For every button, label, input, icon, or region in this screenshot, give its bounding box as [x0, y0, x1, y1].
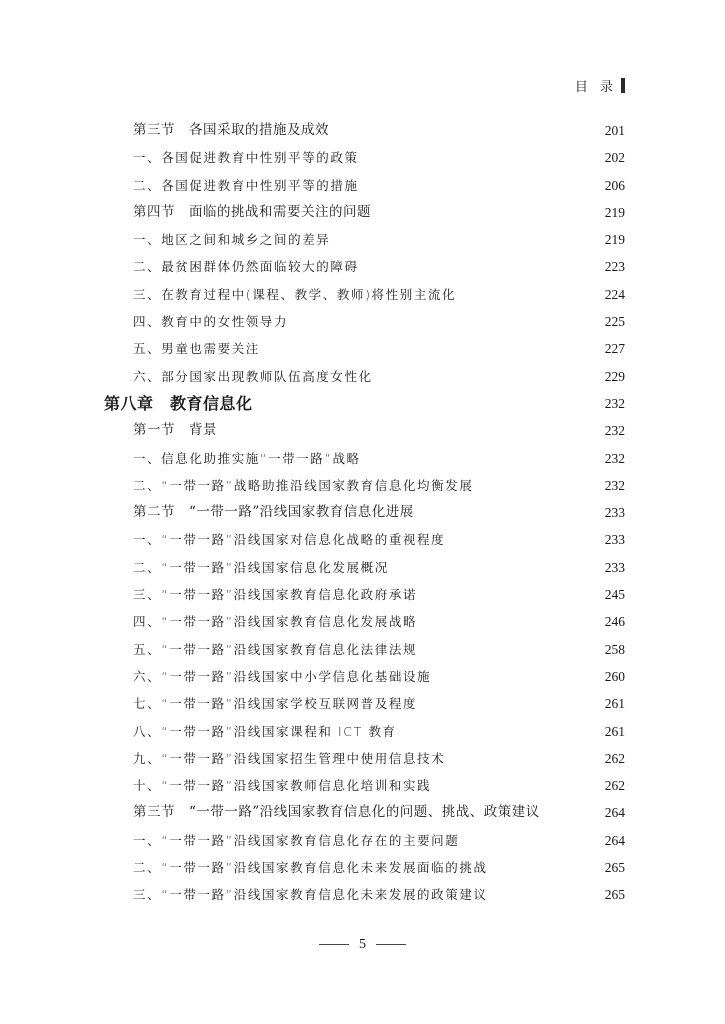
toc-entry-page-number: 233: [604, 559, 625, 575]
toc-item-entry: [0, 172, 725, 199]
toc-item-entry: [0, 226, 725, 253]
toc-entry-page-number: 261: [604, 696, 625, 712]
toc-item-entry: [0, 663, 725, 690]
toc-item-entry: [0, 608, 725, 635]
toc-entry-page-number: 232: [604, 477, 625, 493]
toc-entry-page-number: 261: [604, 723, 625, 739]
toc-entry-title: 六、部分国家出现教师队伍高度女性化: [133, 368, 373, 384]
toc-entry-page-number: 225: [604, 314, 625, 330]
toc-entry-page-number: 260: [604, 668, 625, 684]
toc-entry-title: 四、教育中的女性领导力: [133, 314, 289, 330]
toc-item-entry: [0, 308, 725, 335]
toc-entry-page-number: 202: [604, 150, 625, 166]
toc-entry-page-number: 233: [604, 532, 625, 548]
toc-section-entry: [0, 117, 725, 144]
toc-item-entry: [0, 881, 725, 908]
toc-item-entry: [0, 144, 725, 171]
toc-entry-title: 第八章 教育信息化: [104, 393, 253, 413]
toc-entry-title: 一、“一带一路”沿线国家教育信息化存在的主要问题: [133, 832, 460, 848]
toc-item-entry: [0, 281, 725, 308]
toc-section-entry: [0, 199, 725, 226]
toc-chapter-entry: [0, 390, 725, 417]
toc-entry-page-number: 232: [604, 395, 625, 411]
toc-entry-title: 第二节 “一带一路”沿线国家教育信息化进展: [133, 504, 414, 521]
toc-entry-title: 五、“一带一路”沿线国家教育信息化法律法规: [133, 641, 418, 657]
toc-entry-page-number: 232: [604, 423, 625, 439]
running-header: [575, 76, 625, 95]
toc-entry-page-number: 206: [604, 177, 625, 193]
toc-entry-title: 八、“一带一路”沿线国家课程和 ICT 教育: [133, 723, 397, 739]
toc-entry-title: 第一节 背景: [133, 422, 217, 439]
toc-item-entry: [0, 636, 725, 663]
footer-dash-right: [376, 944, 406, 945]
toc-item-entry: [0, 526, 725, 553]
toc-entry-page-number: 224: [604, 286, 625, 302]
toc-entry-title: 二、“一带一路”沿线国家信息化发展概况: [133, 559, 389, 575]
toc-item-entry: [0, 745, 725, 772]
toc-entry-page-number: 233: [604, 505, 625, 521]
toc-item-entry: [0, 827, 725, 854]
toc-item-entry: [0, 335, 725, 362]
toc-item-entry: [0, 690, 725, 717]
toc-item-entry: [0, 854, 725, 881]
page-footer: [0, 937, 725, 953]
toc-entry-page-number: 264: [604, 805, 625, 821]
toc-item-entry: [0, 554, 725, 581]
toc-entry-page-number: 258: [604, 641, 625, 657]
toc-entry-title: 一、各国促进教育中性别平等的政策: [133, 150, 359, 166]
toc-entry-title: 二、最贫困群体仍然面临较大的障碍: [133, 259, 359, 275]
toc-entry-title: 五、男童也需要关注: [133, 341, 260, 357]
toc-entry-title: 九、“一带一路”沿线国家招生管理中使用信息技术: [133, 750, 446, 766]
toc-entry-title: 十、“一带一路”沿线国家教师信息化培训和实践: [133, 778, 432, 794]
footer-page-number: 5: [359, 937, 366, 952]
toc-item-entry: [0, 581, 725, 608]
toc-item-entry: [0, 253, 725, 280]
toc-entry-page-number: 229: [604, 368, 625, 384]
toc-entry-title: 二、“一带一路”沿线国家教育信息化未来发展面临的挑战: [133, 860, 488, 876]
toc-entry-title: 第四节 面临的挑战和需要关注的问题: [133, 203, 371, 220]
toc-item-entry: [0, 718, 725, 745]
toc-entry-page-number: 219: [604, 204, 625, 220]
footer-dash-left: [319, 944, 349, 945]
toc-section-entry: [0, 499, 725, 526]
toc-entry-title: 一、“一带一路”沿线国家对信息化战略的重视程度: [133, 532, 446, 548]
toc-entry-page-number: 201: [604, 123, 625, 138]
toc-entry-title: 三、“一带一路”沿线国家教育信息化政府承诺: [133, 587, 418, 603]
toc-entry-page-number: 262: [604, 778, 625, 794]
header-label: 目 录: [574, 80, 617, 95]
table-of-contents: [0, 117, 725, 909]
toc-item-entry: [0, 772, 725, 799]
toc-entry-page-number: 227: [604, 341, 625, 357]
toc-entry-page-number: 232: [604, 450, 625, 466]
toc-section-entry: [0, 799, 725, 826]
toc-entry-title: 三、“一带一路”沿线国家教育信息化未来发展的政策建议: [133, 887, 488, 903]
toc-entry-title: 六、“一带一路”沿线国家中小学信息化基础设施: [133, 668, 432, 684]
toc-entry-title: 二、“一带一路”战略助推沿线国家教育信息化均衡发展: [133, 477, 474, 493]
toc-entry-page-number: 264: [604, 832, 625, 848]
toc-item-entry: [0, 472, 725, 499]
toc-entry-page-number: 246: [604, 614, 625, 630]
toc-item-entry: [0, 445, 725, 472]
toc-entry-title: 第三节 各国采取的措施及成效: [133, 122, 329, 138]
toc-entry-title: 二、各国促进教育中性别平等的措施: [133, 177, 359, 193]
toc-section-entry: [0, 417, 725, 444]
toc-entry-page-number: 262: [604, 750, 625, 766]
toc-entry-title: 一、地区之间和城乡之间的差异: [133, 232, 331, 248]
toc-entry-page-number: 245: [604, 587, 625, 603]
toc-entry-page-number: 265: [604, 860, 625, 876]
toc-entry-title: 一、信息化助推实施“一带一路”战略: [133, 450, 361, 466]
toc-entry-title: 第三节 “一带一路”沿线国家教育信息化的问题、挑战、政策建议: [133, 804, 540, 821]
toc-entry-title: 四、“一带一路”沿线国家教育信息化发展战略: [133, 614, 418, 630]
toc-entry-title: 三、在教育过程中(课程、教学、教师)将性别主流化: [133, 286, 457, 302]
toc-entry-page-number: 223: [604, 259, 625, 275]
toc-entry-page-number: 219: [604, 232, 625, 248]
toc-entry-page-number: 265: [604, 887, 625, 903]
toc-item-entry: [0, 363, 725, 390]
header-bar-mark: [621, 78, 625, 93]
toc-entry-title: 七、“一带一路”沿线国家学校互联网普及程度: [133, 696, 418, 712]
